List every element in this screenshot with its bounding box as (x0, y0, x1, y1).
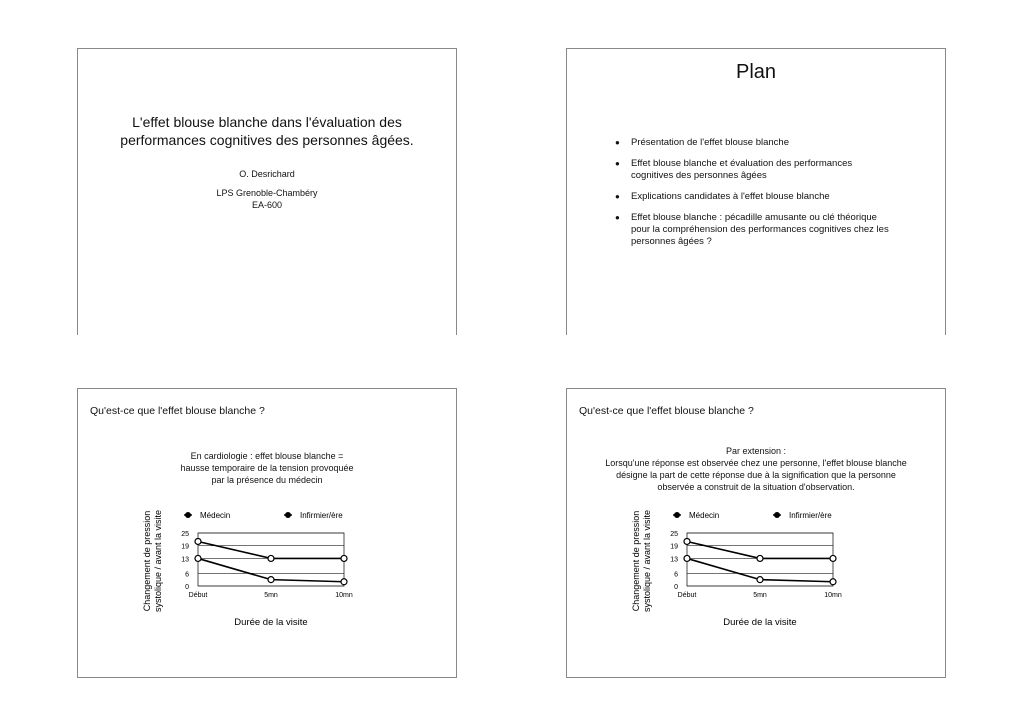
x-tick-label: Début (188, 592, 208, 599)
author-name: O. Desrichard (239, 169, 295, 179)
presentation-title (78, 113, 456, 149)
plan-item (615, 158, 915, 182)
plan-list (615, 137, 915, 257)
y-tick-label: 25 (670, 531, 678, 538)
legend-label: Médecin (689, 511, 720, 520)
y-tick-label: 6 (674, 571, 678, 579)
plan-item (615, 191, 915, 203)
slide-heading: Qu'est-ce que l'effet blouse blanche ? (90, 405, 265, 417)
x-tick-label: Début (677, 592, 697, 599)
x-tick-label: 5mn (753, 592, 767, 599)
plan-item-line: ● Effet blouse blanche : pécadille amusante ou clé théorique (631, 212, 877, 223)
plan-item-line: ● Explications candidates à l'effet blouse blanche (631, 191, 830, 202)
data-point (268, 577, 274, 583)
data-point (195, 555, 201, 561)
legend-marker (285, 512, 291, 518)
extension-line: Lorsqu'une réponse est observée chez une personne, l'effet blouse blanche (605, 458, 907, 468)
data-point (684, 555, 690, 561)
extension-line: désigne la part de cette réponse due à la signification que la personne (616, 470, 896, 480)
x-tick-label: 10mn (824, 592, 842, 599)
y-tick-label: 0 (674, 584, 678, 591)
x-tick-label: 10mn (335, 592, 353, 599)
x-tick-label: 5mn (264, 592, 278, 599)
slide-extension (566, 388, 946, 678)
data-point (268, 555, 274, 561)
slide-heading: Qu'est-ce que l'effet blouse blanche ? (579, 405, 754, 417)
legend-label: Médecin (200, 511, 231, 520)
definition-line: hausse temporaire de la tension provoquée (180, 463, 354, 473)
plan-item-line: ● Effet blouse blanche et évaluation des performances (631, 158, 853, 169)
plan-title: Plan (735, 61, 777, 83)
y-axis-label: systolique / avant la visite (153, 509, 163, 613)
data-point (684, 538, 690, 544)
plan-item-line: personnes âgées ? (631, 236, 712, 247)
data-point (757, 555, 763, 561)
extension-line: Par extension : (725, 446, 787, 456)
plan-item-line: ● Présentation de l'effet blouse blanche (631, 137, 789, 148)
legend-label: Infirmier/ère (300, 511, 343, 520)
y-tick-label: 13 (181, 556, 189, 564)
title-line-1: L'effet blouse blanche dans l'évaluation des (132, 114, 402, 130)
plan-item (615, 137, 915, 149)
legend-marker (774, 512, 780, 518)
y-tick-label: 25 (181, 531, 189, 538)
blood-pressure-chart (78, 389, 456, 677)
x-axis-label: Durée de la visite (234, 617, 308, 628)
plan-item (615, 212, 915, 248)
legend-label: Infirmier/ère (789, 511, 832, 520)
definition-line: En cardiologie : effet blouse blanche = (190, 451, 344, 461)
x-axis-label: Durée de la visite (723, 617, 797, 628)
slide-definition (77, 388, 457, 678)
slide-title (77, 48, 457, 335)
affiliation-line-2: EA-600 (251, 200, 283, 210)
y-tick-label: 13 (670, 556, 678, 564)
data-point (830, 579, 836, 585)
plan-item-line: cognitives des personnes âgées (631, 170, 767, 181)
data-point (830, 555, 836, 561)
data-point (757, 577, 763, 583)
y-tick-label: 19 (670, 543, 678, 551)
affiliation (78, 187, 456, 211)
data-point (341, 555, 347, 561)
legend-marker (674, 512, 680, 518)
extension-line: observée a construit de la situation d'observation. (657, 482, 855, 492)
y-tick-label: 0 (185, 584, 189, 591)
y-tick-label: 6 (185, 571, 189, 579)
title-line-2: performances cognitives des personnes âgées. (120, 132, 414, 148)
y-tick-label: 19 (181, 543, 189, 551)
y-axis-label: Changement de pression (142, 510, 152, 612)
y-axis-label: systolique / avant la visite (642, 509, 652, 613)
affiliation-line-1: LPS Grenoble-Chambéry (216, 188, 318, 198)
definition-line: par la présence du médecin (211, 475, 323, 485)
data-point (341, 579, 347, 585)
slide-plan (566, 48, 946, 335)
y-axis-label: Changement de pression (631, 510, 641, 612)
plan-item-line: pour la compréhension des performances cognitives chez les (631, 224, 889, 235)
blood-pressure-chart (567, 389, 945, 677)
data-point (195, 538, 201, 544)
legend-marker (185, 512, 191, 518)
